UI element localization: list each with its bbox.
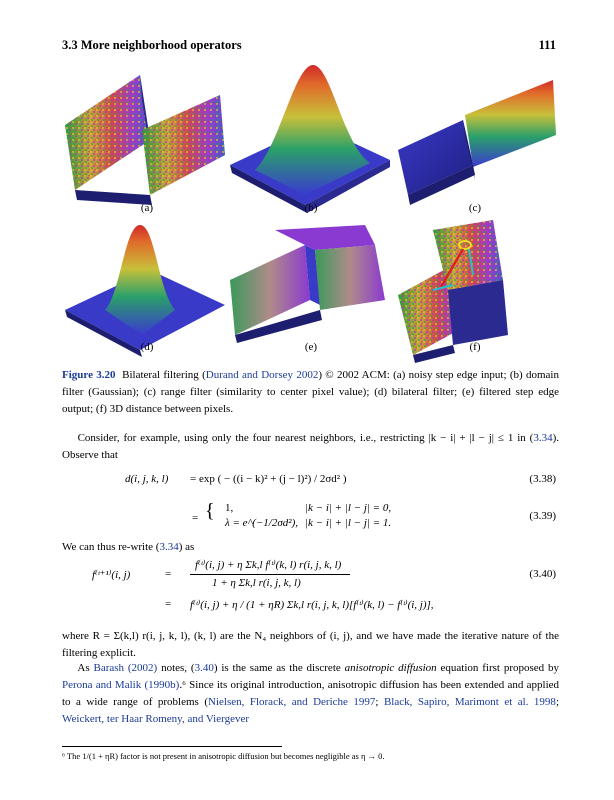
- eq339-cond1: |k − i| + |l − j| = 0,: [305, 502, 392, 514]
- rewrite-sentence: [62, 539, 194, 556]
- rewrite-text-b: ) as: [178, 541, 195, 553]
- eq340-line2: f⁽ᵗ⁾(i, j) + η / (1 + ηR) Σk,l r(i, j, k, l)[f⁽ᵗ⁾(k, l) − f⁽ᵗ⁾(i, j)],: [190, 599, 434, 611]
- barash-text-d: equation first proposed by: [436, 662, 559, 674]
- perona-cite[interactable]: Perona and Malik: [62, 679, 142, 692]
- panel-e-filtered-step-edge: [225, 215, 393, 380]
- rewrite-eq-ref[interactable]: 3.34: [159, 541, 179, 553]
- page-number: 111: [538, 38, 556, 52]
- eq338-rhs: = exp ( − ((i − k)² + (j − l)²) / 2σd² ): [190, 473, 347, 485]
- footnote-rule: [62, 746, 282, 747]
- rewrite-text-a: We can thus re-write (: [62, 541, 160, 553]
- cite-nielsen[interactable]: Nielsen, Florack, and Deriche 1997: [208, 696, 376, 709]
- eq339-equals: =: [192, 512, 199, 524]
- eq340-lhs: f⁽ᵗ⁺¹⁾(i, j): [92, 569, 131, 581]
- eq340-equals-1: =: [165, 568, 172, 580]
- panel-d-label: (d): [140, 341, 154, 353]
- panel-c-range-filter: [393, 55, 561, 220]
- paragraph-barash: As Barash (2002) notes, (3.40) is the same as the discrete anisotropic diffusion equation first proposed by Perona and Malik (1990b).⁶ Since its original introduction, anisotropic diffusion has been extended and applied to a wide range of problems (Nielsen, Florack, and Deriche 1997; Black, Sapiro, Marimont et al. 1998; Weickert, ter Haar Romeny, and Viergever: [62, 662, 560, 726]
- eq339-number: (3.39): [529, 510, 556, 522]
- eq339-case2: λ = e^(−1/2σd²),: [225, 517, 298, 529]
- eq340-equals-2: =: [165, 598, 172, 610]
- paragraph-where: [62, 628, 559, 662]
- figure-caption-citation[interactable]: Durand and Dorsey 2002: [205, 369, 319, 381]
- eq339-case1: 1,: [225, 502, 234, 514]
- barash-year[interactable]: (2002): [127, 662, 158, 674]
- barash-text-a: As: [77, 662, 94, 674]
- figure-caption: [62, 367, 559, 418]
- eq338-lhs: d(i, j, k, l): [125, 473, 169, 485]
- paragraph-four-neighbors: [62, 430, 559, 464]
- para1-text-a: Consider, for example, using only the four nearest neighbors, i.e., restricting |k − i| + |l − j| ≤ 1 in (: [77, 432, 534, 444]
- eq340-number: (3.40): [529, 568, 556, 580]
- para1-eq-ref[interactable]: 3.34: [533, 432, 553, 444]
- eq340-fraction-bar: [190, 574, 350, 575]
- panel-f-label: (f): [469, 341, 481, 353]
- figure-caption-text-post: ) © 2002 ACM: (a) noisy step edge input; (b) domain filter (Gaussian); (c) range filter (similarity to center pixel value); (d) bilateral filter; (e) filtered step edge output; (f) 3D distance between pixels.: [62, 369, 559, 416]
- eq338-number: (3.38): [529, 473, 556, 485]
- panel-b-domain-filter: [225, 55, 393, 220]
- cite-weickert[interactable]: Weickert, ter Haar Romeny, and Viergever: [62, 713, 250, 726]
- figure-caption-label: Figure 3.20: [62, 369, 116, 381]
- figure-caption-text-pre: Bilateral filtering (: [122, 369, 206, 381]
- panel-c-label: (c): [468, 202, 482, 214]
- panel-a-label: (a): [140, 202, 154, 214]
- eq340-denominator: 1 + η Σk,l r(i, j, k, l): [212, 577, 301, 589]
- barash-cite[interactable]: Barash: [93, 662, 125, 674]
- eq339-brace: {: [205, 500, 215, 522]
- eq339-cond2: |k − i| + |l − j| = 1.: [305, 517, 392, 529]
- barash-text-b: notes, (: [157, 662, 195, 674]
- barash-text-c: ) is the same as the discrete: [213, 662, 345, 674]
- panel-b-label: (b): [304, 202, 318, 214]
- running-header-section: 3.3 More neighborhood operators: [62, 38, 242, 52]
- para1-text-b: ). Observe that: [62, 432, 560, 462]
- panel-d-bilateral-filter: [60, 215, 228, 380]
- barash-text-e: .⁶ Since its original introduction, anisotropic diffusion has been extended and applied to a wide range of problems (: [62, 679, 560, 709]
- where-text: where R = Σ(k,l) r(i, j, k, l), (k, l) are the N₄ neighbors of (i, j), and we have made the iterative nature of the filtering explicit.: [62, 630, 559, 660]
- barash-emphasis: anisotropic diffusion: [344, 662, 437, 674]
- footnote-6: ⁶ The 1/(1 + ηR) factor is not present in anisotropic diffusion but becomes negligible as η → 0.: [62, 751, 385, 761]
- panel-e-label: (e): [304, 341, 318, 353]
- panel-f-3d-distance: [393, 215, 561, 380]
- cite-black[interactable]: Black, Sapiro, Marimont et al. 1998: [383, 696, 556, 709]
- perona-year[interactable]: (1990b): [144, 679, 180, 692]
- barash-eq-ref[interactable]: 3.40: [194, 662, 214, 674]
- panel-a-noisy-step-edge: [60, 55, 228, 220]
- eq340-numerator: f⁽ᵗ⁾(i, j) + η Σk,l f⁽ᵗ⁾(k, l) r(i, j, k, l): [195, 559, 342, 571]
